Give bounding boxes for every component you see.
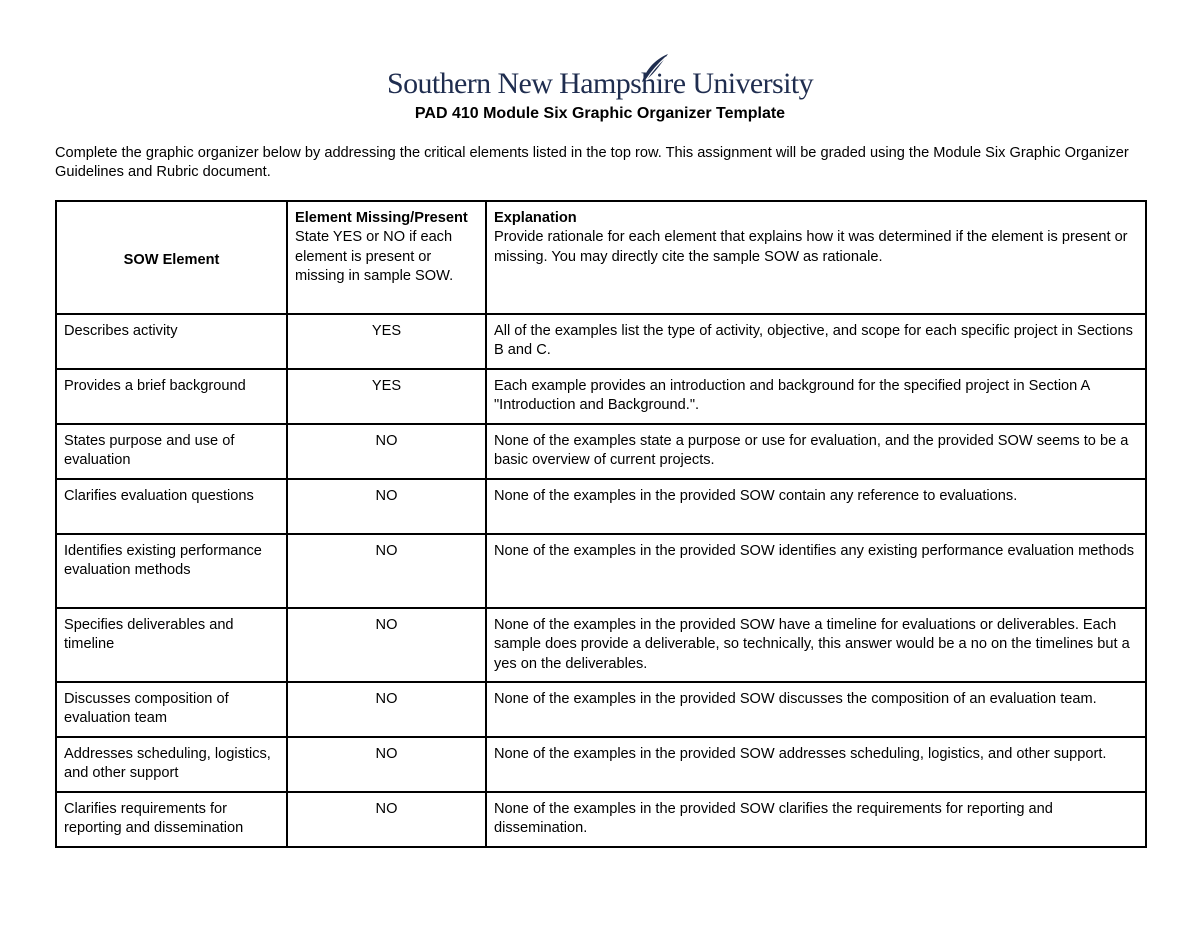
header-explanation (486, 201, 1146, 314)
cell-explanation: None of the examples in the provided SOW clarifies the requirements for reporting and dissemination. (486, 792, 1146, 847)
cell-element: Provides a brief background (56, 369, 287, 424)
cell-status: YES (287, 314, 486, 369)
cell-element: Specifies deliverables and timeline (56, 608, 287, 682)
cell-explanation: Each example provides an introduction and background for the specified project in Section A "Introduction and Background.". (486, 369, 1146, 424)
cell-status: NO (287, 479, 486, 534)
cell-explanation: None of the examples in the provided SOW addresses scheduling, logistics, and other support. (486, 737, 1146, 792)
table-row (56, 792, 1146, 847)
table-row (56, 369, 1146, 424)
table-row (56, 737, 1146, 792)
table-row (56, 479, 1146, 534)
header-status-desc: State YES or NO if each element is present or missing in sample SOW. (295, 229, 454, 284)
cell-element: Clarifies evaluation questions (56, 479, 287, 534)
header-explanation-title: Explanation (494, 210, 577, 226)
cell-explanation: All of the examples list the type of activity, objective, and scope for each specific project in Sections B and C. (486, 314, 1146, 369)
table-row (56, 534, 1146, 608)
cell-status: YES (287, 369, 486, 424)
table-row (56, 682, 1146, 737)
header-status-title: Element Missing/Present (295, 210, 468, 226)
cell-element: States purpose and use of evaluation (56, 424, 287, 479)
cell-explanation: None of the examples in the provided SOW discusses the composition of an evaluation team. (486, 682, 1146, 737)
cell-element: Clarifies requirements for reporting and dissemination (56, 792, 287, 847)
cell-explanation: None of the examples state a purpose or use for evaluation, and the provided SOW seems to be a basic overview of current projects. (486, 424, 1146, 479)
university-logo (0, 52, 1200, 104)
cell-status: NO (287, 424, 486, 479)
table-row (56, 608, 1146, 682)
cell-element: Describes activity (56, 314, 287, 369)
cell-element: Identifies existing performance evaluation methods (56, 534, 287, 608)
leaf-icon (640, 52, 670, 84)
cell-status: NO (287, 682, 486, 737)
page-title: PAD 410 Module Six Graphic Organizer Template (414, 105, 786, 122)
header-explanation-desc: Provide rationale for each element that explains how it was determined if the element is present or missing. You may directly cite the sample SOW as rationale. (494, 229, 1128, 265)
table-header-row (56, 201, 1146, 314)
cell-explanation: None of the examples in the provided SOW identifies any existing performance evaluation methods (486, 534, 1146, 608)
cell-status: NO (287, 737, 486, 792)
cell-status: NO (287, 534, 486, 608)
graphic-organizer-table (55, 200, 1147, 848)
instructions-paragraph: Complete the graphic organizer below by addressing the critical elements listed in the top row. This assignment will be graded using the Module Six Graphic Organizer Guidelines and Rubric document. (55, 145, 1129, 180)
header-sow-element: SOW Element (56, 201, 287, 314)
cell-status: NO (287, 608, 486, 682)
cell-element: Discusses composition of evaluation team (56, 682, 287, 737)
cell-status: NO (287, 792, 486, 847)
table-row (56, 424, 1146, 479)
logo-text: Southern New Hampshire University (387, 67, 813, 100)
header-element-missing-present (287, 201, 486, 314)
cell-explanation: None of the examples in the provided SOW have a timeline for evaluations or deliverables. Each sample does provide a deliverable, so technically, this answer would be a no on the timelines but a yes on the deliverables. (486, 608, 1146, 682)
table-row (56, 314, 1146, 369)
cell-element: Addresses scheduling, logistics, and other support (56, 737, 287, 792)
cell-explanation: None of the examples in the provided SOW contain any reference to evaluations. (486, 479, 1146, 534)
